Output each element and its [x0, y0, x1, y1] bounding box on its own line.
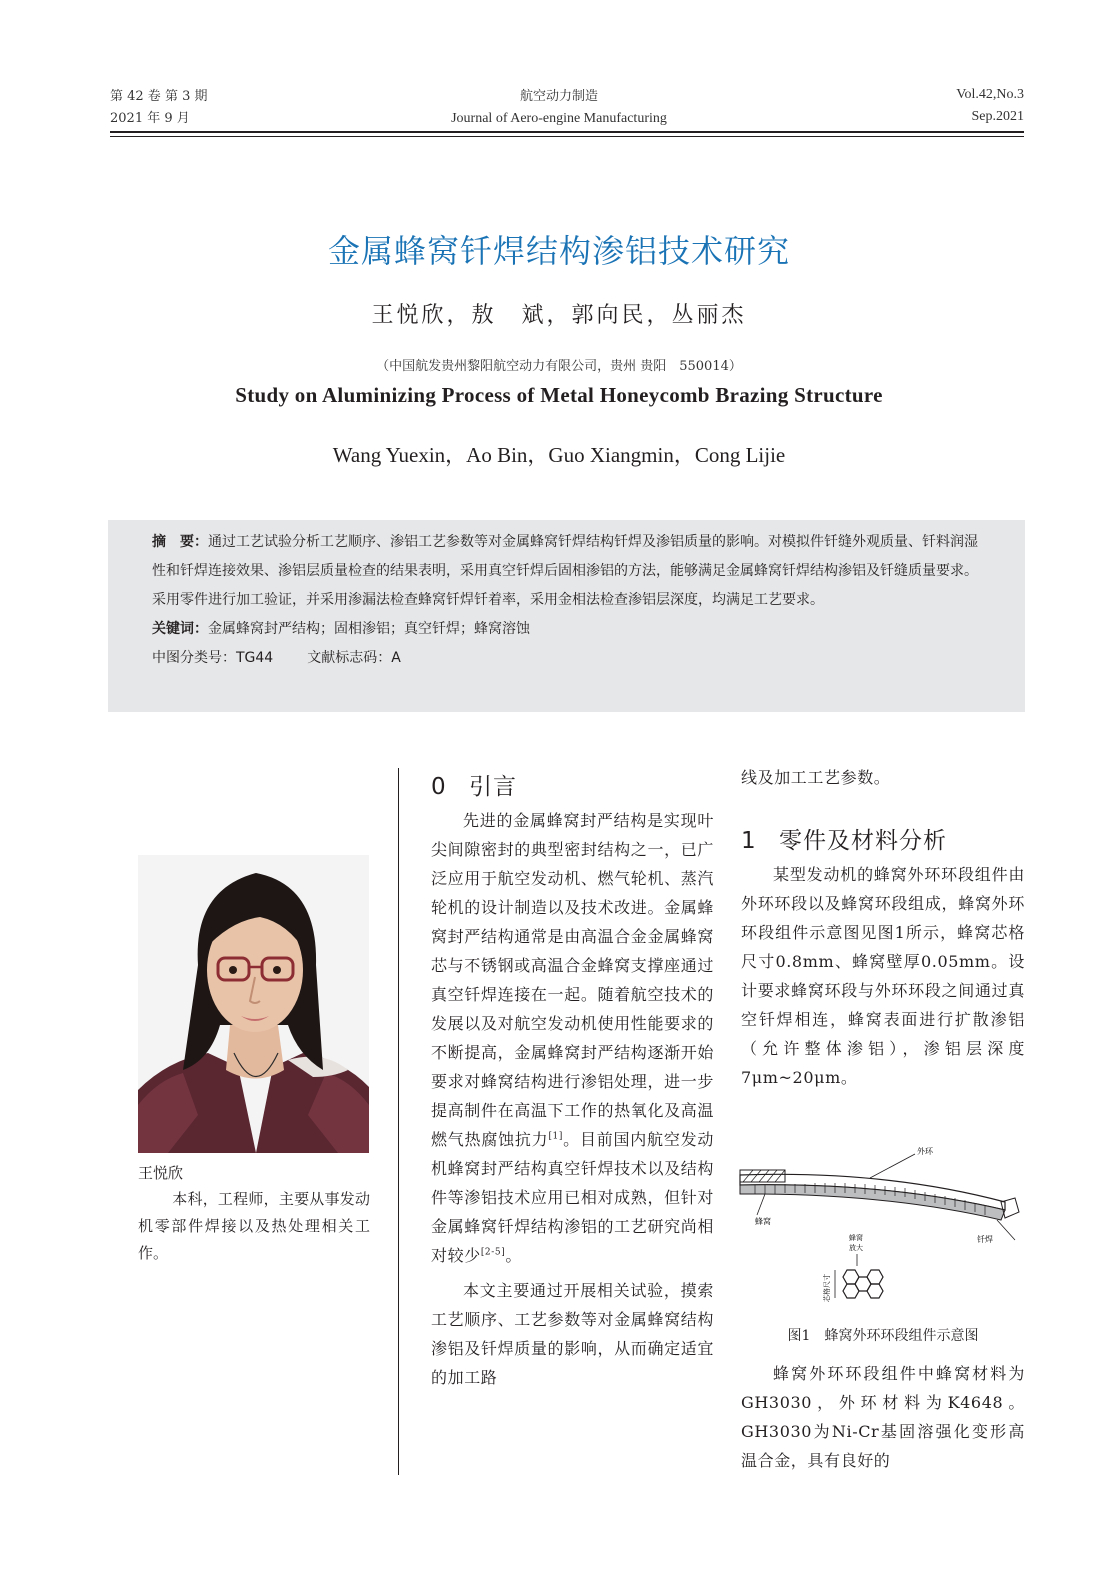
section-heading-parts [741, 824, 1025, 858]
volume-issue-cn: 第 42 卷 第 3 期 [110, 89, 208, 104]
abstract-content [152, 528, 988, 673]
keywords-label: 关键词： [152, 621, 208, 637]
clc-value: TG44 [236, 650, 274, 666]
figure-label-zoom-1: 蜂窝 [849, 1234, 863, 1242]
journal-name-cn: 航空动力制造 [519, 89, 598, 104]
body-column-right [741, 763, 1025, 1092]
figure-label-outer-ring: 外环 [917, 1147, 933, 1156]
author-bio-name: 王悦欣 [138, 1164, 184, 1182]
volume-issue-en: Vol.42,No.3 [956, 87, 1024, 102]
intro-paragraph-2-continued: 线及加工工艺参数。 [741, 768, 891, 787]
authors-en: Wang Yuexin，Ao Bin，Guo Xiangmin，Cong Lijie [332, 443, 786, 467]
intro-paragraph-2: 本文主要通过开展相关试验，摸索工艺顺序、工艺参数等对金属蜂窝结构渗铝及钎焊质量的影响，从而确定适宜的加工路 [431, 1281, 714, 1387]
author-portrait-image [138, 855, 369, 1153]
date-en: Sep.2021 [971, 109, 1024, 124]
figure-1 [735, 1140, 1030, 1320]
header-right [956, 84, 1024, 128]
doc-code-label: 文献标志码： [307, 650, 392, 666]
paper-title-cn: 金属蜂窝钎焊结构渗铝技术研究 [327, 232, 790, 270]
section-number-intro: 0 [431, 774, 447, 800]
citation-ref-1: [1] [548, 1131, 563, 1142]
date-cn: 2021 年 9 月 [110, 111, 190, 126]
section-heading-intro [431, 770, 714, 804]
author-bio-description: 本科，工程师，主要从事发动机零部件焊接以及热处理相关工作。 [138, 1190, 370, 1262]
figure-label-braze: 钎焊 [977, 1235, 993, 1244]
section-title-intro: 引言 [469, 774, 517, 800]
figure-label-honeycomb: 蜂窝 [755, 1217, 771, 1226]
header-center [350, 86, 768, 130]
body-column-middle [431, 770, 714, 1392]
keywords-text: 金属蜂窝封严结构；固相渗铝；真空钎焊；蜂窝溶蚀 [208, 621, 530, 637]
figure-label-cell-size: 芯格尺寸 [823, 1274, 831, 1302]
affiliation-cn: （中国航发贵州黎阳航空动力有限公司，贵州 贵阳 550014） [376, 359, 742, 374]
clc-label: 中图分类号： [152, 650, 236, 666]
parts-paragraph-1: 某型发动机的蜂窝外环环段组件由外环环段以及蜂窝环段组成，蜂窝外环环段组件示意图见图1所示，蜂窝芯格尺寸0.8mm、蜂窝壁厚0.05mm。设计要求蜂窝环段与外环环段之间通过真空钎焊相连，蜂窝表面进行扩散渗铝（允许整体渗铝），渗铝层深度7μm~20μm。 [741, 865, 1025, 1087]
doc-code-value: A [391, 650, 401, 666]
column-divider [398, 768, 399, 1475]
authors-cn: 王悦欣，敖 斌，郭向民，丛丽杰 [371, 303, 747, 328]
section-title-parts: 零件及材料分析 [779, 828, 947, 854]
paper-title-en: Study on Aluminizing Process of Metal Honeycomb Brazing Structure [235, 383, 883, 407]
figure-1-caption: 图1 蜂窝外环环段组件示意图 [787, 1328, 979, 1344]
abstract-label: 摘 要： [152, 534, 208, 550]
intro-text-a: 先进的金属蜂窝封严结构是实现叶尖间隙密封的典型密封结构之一，已广泛应用于航空发动机、燃气轮机、蒸汽轮机的设计制造以及技术改进。金属蜂窝封严结构通常是由高温合金金属蜂窝芯与不锈钢或高温合金蜂窝支撑座通过真空钎焊连接在一起。随着航空技术的发展以及对航空发动机使用性能要求的不断提高，金属蜂窝封严结构逐渐开始要求对蜂窝结构进行渗铝处理，进一步提高制件在高温下工作的热氧化及高温燃气热腐蚀抗力 [431, 811, 714, 1149]
author-bio-text [138, 1186, 370, 1267]
section-number-parts: 1 [741, 828, 757, 854]
header-rule-thin [110, 136, 1024, 137]
intro-paragraph-1 [431, 806, 714, 1270]
journal-name-en: Journal of Aero-engine Manufacturing [451, 111, 667, 126]
header-rule [110, 131, 1024, 133]
abstract-text: 通过工艺试验分析工艺顺序、渗铝工艺参数等对金属蜂窝钎焊结构钎焊及渗铝质量的影响。对模拟件钎缝外观质量、钎料润湿性和钎焊连接效果、渗铝层质量检查的结果表明，采用真空钎焊后固相渗铝的方法，能够满足金属蜂窝钎焊结构渗铝及钎缝质量要求。采用零件进行加工验证，并采用渗漏法检查蜂窝钎焊钎着率，采用金相法检查渗铝层深度，均满足工艺要求。 [152, 534, 978, 608]
parts-paragraph-2: 蜂窝外环环段组件中蜂窝材料为GH3030，外环材料为K4648。GH3030为Ni-Cr基固溶强化变形高温合金，具有良好的 [741, 1364, 1025, 1470]
intro-text-c: 。 [505, 1246, 522, 1265]
body-column-right-lower [741, 1359, 1025, 1475]
intro-text-b: 。目前国内航空发动机蜂窝封严结构真空钎焊技术以及结构件等渗铝技术应用已相对成熟，但针对金属蜂窝钎焊结构渗铝的工艺研究尚相对较少 [431, 1130, 714, 1265]
author-photo [138, 855, 369, 1153]
header-left [110, 86, 207, 130]
citation-ref-2-5: [2-5] [480, 1247, 506, 1258]
honeycomb-ring-diagram [735, 1140, 1030, 1320]
honeycomb-cells-icon [843, 1270, 883, 1298]
figure-label-zoom-2: 放大 [849, 1244, 863, 1252]
